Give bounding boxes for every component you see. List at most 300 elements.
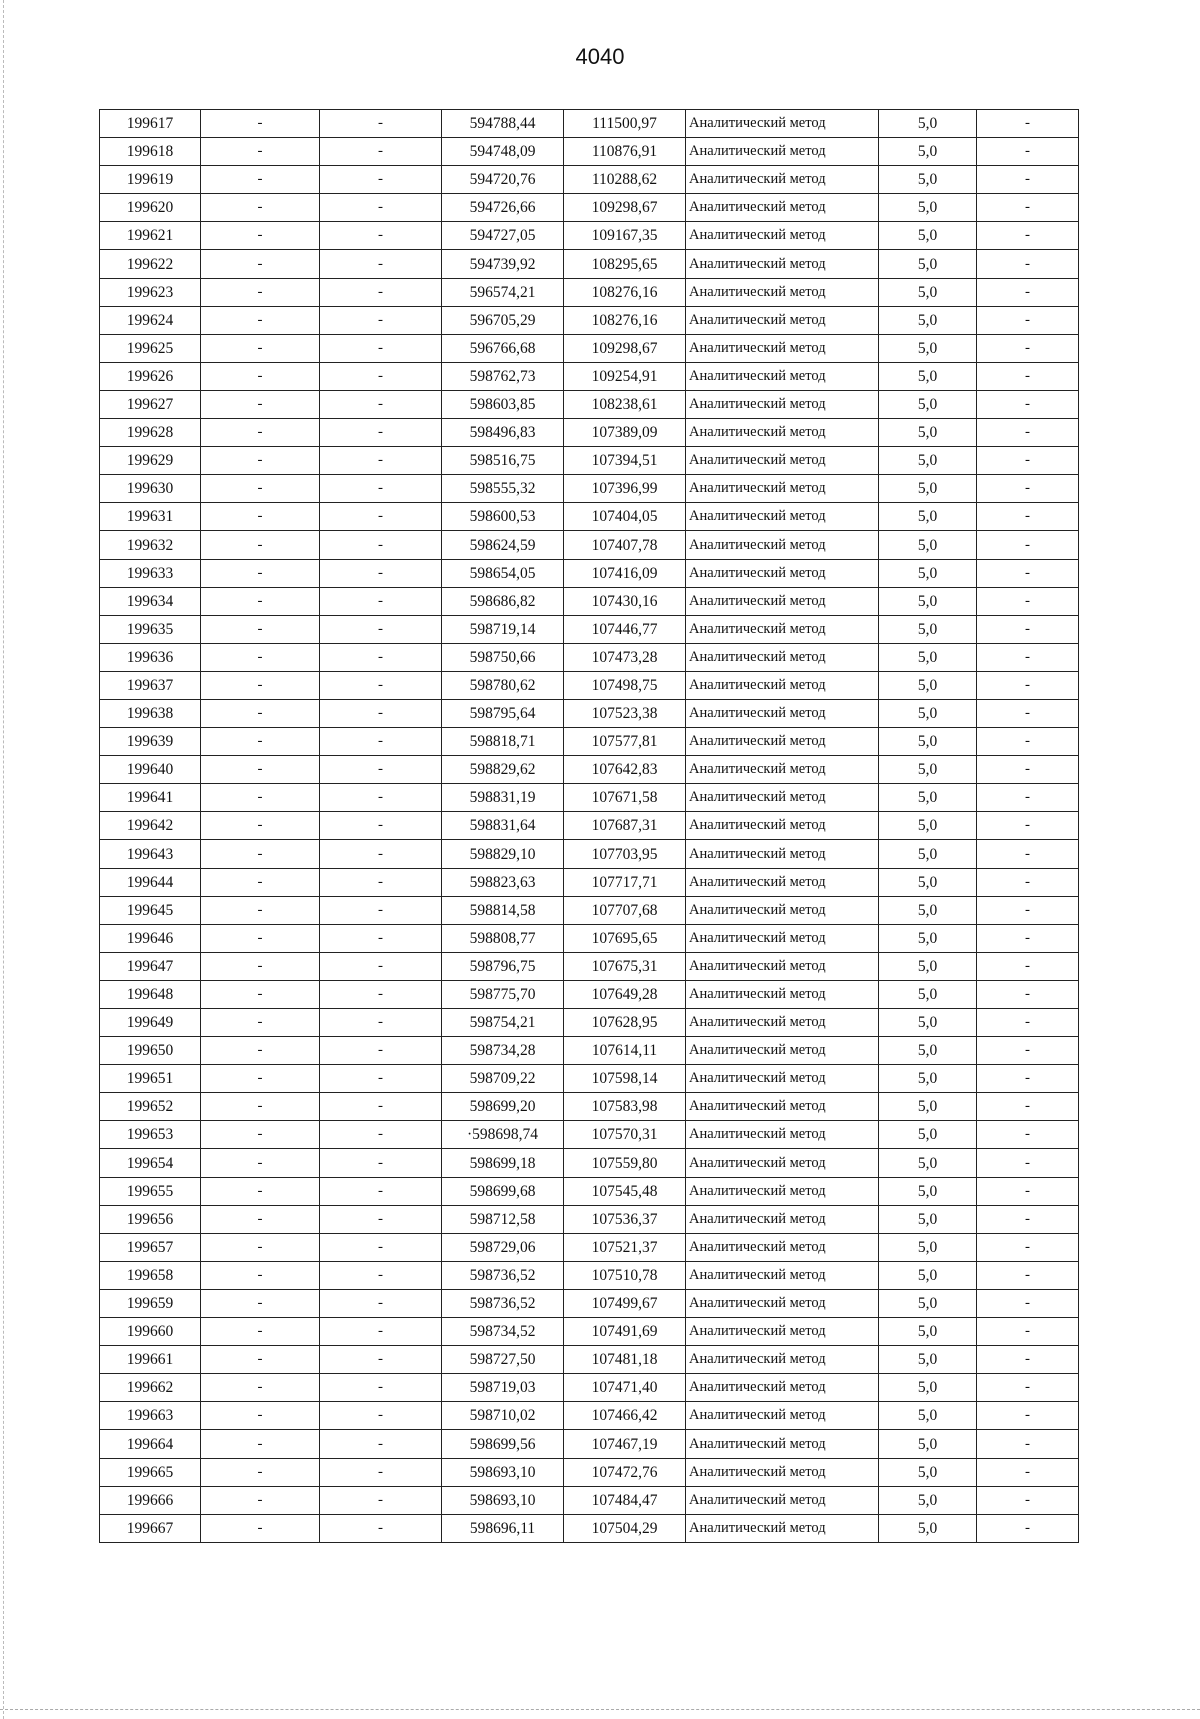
y-coordinate-cell: 107598,14 [564, 1065, 686, 1093]
empty-column-3-cell: - [320, 531, 442, 559]
empty-column-3-cell: - [320, 980, 442, 1008]
point-id-cell: 199662 [100, 1374, 201, 1402]
table-row [100, 784, 1079, 812]
empty-column-3-cell: - [320, 419, 442, 447]
x-coordinate-cell: 598712,58 [442, 1205, 564, 1233]
x-coordinate-cell: 598496,83 [442, 419, 564, 447]
y-coordinate-cell: 107473,28 [564, 643, 686, 671]
empty-column-2-cell: - [201, 1037, 320, 1065]
accuracy-cell: 5,0 [879, 1402, 977, 1430]
empty-column-8-cell: - [977, 1065, 1079, 1093]
table-row [100, 812, 1079, 840]
accuracy-cell: 5,0 [879, 362, 977, 390]
point-id-cell: 199667 [100, 1514, 201, 1542]
empty-column-2-cell: - [201, 1233, 320, 1261]
point-id-cell: 199640 [100, 756, 201, 784]
coordinates-table-container [99, 109, 1079, 1543]
x-coordinate-cell: 598624,59 [442, 531, 564, 559]
method-cell: Аналитический метод [686, 615, 879, 643]
y-coordinate-cell: 107491,69 [564, 1318, 686, 1346]
empty-column-8-cell: - [977, 1346, 1079, 1374]
table-row [100, 334, 1079, 362]
table-row [100, 868, 1079, 896]
accuracy-cell: 5,0 [879, 334, 977, 362]
point-id-cell: 199633 [100, 559, 201, 587]
x-coordinate-cell: 598693,10 [442, 1458, 564, 1486]
point-id-cell: 199659 [100, 1289, 201, 1317]
y-coordinate-cell: 109298,67 [564, 194, 686, 222]
empty-column-3-cell: - [320, 1177, 442, 1205]
point-id-cell: 199636 [100, 643, 201, 671]
accuracy-cell: 5,0 [879, 699, 977, 727]
point-id-cell: 199637 [100, 671, 201, 699]
empty-column-3-cell: - [320, 166, 442, 194]
y-coordinate-cell: 107389,09 [564, 419, 686, 447]
y-coordinate-cell: 108276,16 [564, 306, 686, 334]
point-id-cell: 199621 [100, 222, 201, 250]
table-row [100, 559, 1079, 587]
empty-column-3-cell: - [320, 1514, 442, 1542]
point-id-cell: 199623 [100, 278, 201, 306]
accuracy-cell: 5,0 [879, 1318, 977, 1346]
x-coordinate-cell: 594788,44 [442, 110, 564, 138]
x-coordinate-cell: 598818,71 [442, 728, 564, 756]
x-coordinate-cell: 594739,92 [442, 250, 564, 278]
empty-column-8-cell: - [977, 615, 1079, 643]
x-coordinate-cell: 598600,53 [442, 503, 564, 531]
method-cell: Аналитический метод [686, 1233, 879, 1261]
accuracy-cell: 5,0 [879, 868, 977, 896]
accuracy-cell: 5,0 [879, 1346, 977, 1374]
empty-column-8-cell: - [977, 1205, 1079, 1233]
x-coordinate-cell: 598808,77 [442, 924, 564, 952]
method-cell: Аналитический метод [686, 1065, 879, 1093]
method-cell: Аналитический метод [686, 503, 879, 531]
method-cell: Аналитический метод [686, 1009, 879, 1037]
y-coordinate-cell: 107471,40 [564, 1374, 686, 1402]
table-row [100, 1009, 1079, 1037]
empty-column-3-cell: - [320, 110, 442, 138]
empty-column-3-cell: - [320, 1205, 442, 1233]
method-cell: Аналитический метод [686, 1093, 879, 1121]
x-coordinate-cell: ·598698,74 [442, 1121, 564, 1149]
empty-column-8-cell: - [977, 840, 1079, 868]
y-coordinate-cell: 107695,65 [564, 924, 686, 952]
empty-column-2-cell: - [201, 1514, 320, 1542]
method-cell: Аналитический метод [686, 1205, 879, 1233]
empty-column-8-cell: - [977, 924, 1079, 952]
method-cell: Аналитический метод [686, 1346, 879, 1374]
empty-column-2-cell: - [201, 1458, 320, 1486]
empty-column-3-cell: - [320, 1093, 442, 1121]
y-coordinate-cell: 110288,62 [564, 166, 686, 194]
table-row [100, 1261, 1079, 1289]
accuracy-cell: 5,0 [879, 643, 977, 671]
empty-column-8-cell: - [977, 194, 1079, 222]
point-id-cell: 199648 [100, 980, 201, 1008]
method-cell: Аналитический метод [686, 840, 879, 868]
method-cell: Аналитический метод [686, 222, 879, 250]
y-coordinate-cell: 107628,95 [564, 1009, 686, 1037]
empty-column-2-cell: - [201, 643, 320, 671]
table-row [100, 587, 1079, 615]
y-coordinate-cell: 107394,51 [564, 447, 686, 475]
x-coordinate-cell: 598727,50 [442, 1346, 564, 1374]
accuracy-cell: 5,0 [879, 390, 977, 418]
page-number: 4040 [575, 44, 625, 69]
point-id-cell: 199652 [100, 1093, 201, 1121]
empty-column-2-cell: - [201, 531, 320, 559]
accuracy-cell: 5,0 [879, 1486, 977, 1514]
empty-column-2-cell: - [201, 306, 320, 334]
empty-column-2-cell: - [201, 475, 320, 503]
empty-column-3-cell: - [320, 559, 442, 587]
accuracy-cell: 5,0 [879, 1374, 977, 1402]
point-id-cell: 199650 [100, 1037, 201, 1065]
method-cell: Аналитический метод [686, 643, 879, 671]
table-row [100, 531, 1079, 559]
empty-column-8-cell: - [977, 1458, 1079, 1486]
y-coordinate-cell: 107559,80 [564, 1149, 686, 1177]
table-row [100, 166, 1079, 194]
accuracy-cell: 5,0 [879, 587, 977, 615]
accuracy-cell: 5,0 [879, 1093, 977, 1121]
x-coordinate-cell: 598823,63 [442, 868, 564, 896]
table-row [100, 306, 1079, 334]
accuracy-cell: 5,0 [879, 784, 977, 812]
empty-column-2-cell: - [201, 166, 320, 194]
y-coordinate-cell: 107504,29 [564, 1514, 686, 1542]
x-coordinate-cell: 594726,66 [442, 194, 564, 222]
empty-column-8-cell: - [977, 1514, 1079, 1542]
accuracy-cell: 5,0 [879, 756, 977, 784]
table-row [100, 643, 1079, 671]
empty-column-8-cell: - [977, 250, 1079, 278]
empty-column-3-cell: - [320, 868, 442, 896]
empty-column-3-cell: - [320, 1374, 442, 1402]
point-id-cell: 199626 [100, 362, 201, 390]
accuracy-cell: 5,0 [879, 812, 977, 840]
table-row [100, 699, 1079, 727]
empty-column-2-cell: - [201, 756, 320, 784]
empty-column-3-cell: - [320, 362, 442, 390]
empty-column-2-cell: - [201, 1374, 320, 1402]
table-row [100, 1065, 1079, 1093]
table-row [100, 222, 1079, 250]
accuracy-cell: 5,0 [879, 1009, 977, 1037]
x-coordinate-cell: 598699,68 [442, 1177, 564, 1205]
empty-column-3-cell: - [320, 699, 442, 727]
x-coordinate-cell: 598603,85 [442, 390, 564, 418]
empty-column-2-cell: - [201, 615, 320, 643]
x-coordinate-cell: 598719,03 [442, 1374, 564, 1402]
point-id-cell: 199628 [100, 419, 201, 447]
empty-column-2-cell: - [201, 194, 320, 222]
empty-column-3-cell: - [320, 896, 442, 924]
coordinates-table [99, 109, 1079, 1543]
table-row [100, 756, 1079, 784]
x-coordinate-cell: 598516,75 [442, 447, 564, 475]
empty-column-2-cell: - [201, 138, 320, 166]
accuracy-cell: 5,0 [879, 503, 977, 531]
table-row [100, 1374, 1079, 1402]
method-cell: Аналитический метод [686, 1430, 879, 1458]
y-coordinate-cell: 107521,37 [564, 1233, 686, 1261]
table-row [100, 1346, 1079, 1374]
y-coordinate-cell: 107510,78 [564, 1261, 686, 1289]
empty-column-3-cell: - [320, 812, 442, 840]
point-id-cell: 199651 [100, 1065, 201, 1093]
point-id-cell: 199625 [100, 334, 201, 362]
empty-column-8-cell: - [977, 1233, 1079, 1261]
empty-column-8-cell: - [977, 868, 1079, 896]
point-id-cell: 199643 [100, 840, 201, 868]
method-cell: Аналитический метод [686, 1318, 879, 1346]
accuracy-cell: 5,0 [879, 1514, 977, 1542]
y-coordinate-cell: 107467,19 [564, 1430, 686, 1458]
x-coordinate-cell: 598829,10 [442, 840, 564, 868]
method-cell: Аналитический метод [686, 559, 879, 587]
method-cell: Аналитический метод [686, 1514, 879, 1542]
empty-column-3-cell: - [320, 1289, 442, 1317]
x-coordinate-cell: 598780,62 [442, 671, 564, 699]
y-coordinate-cell: 107545,48 [564, 1177, 686, 1205]
empty-column-3-cell: - [320, 1402, 442, 1430]
table-row [100, 110, 1079, 138]
accuracy-cell: 5,0 [879, 896, 977, 924]
point-id-cell: 199619 [100, 166, 201, 194]
empty-column-3-cell: - [320, 1149, 442, 1177]
x-coordinate-cell: 598750,66 [442, 643, 564, 671]
x-coordinate-cell: 598729,06 [442, 1233, 564, 1261]
point-id-cell: 199617 [100, 110, 201, 138]
x-coordinate-cell: 594720,76 [442, 166, 564, 194]
empty-column-2-cell: - [201, 278, 320, 306]
y-coordinate-cell: 110876,91 [564, 138, 686, 166]
method-cell: Аналитический метод [686, 868, 879, 896]
point-id-cell: 199631 [100, 503, 201, 531]
empty-column-2-cell: - [201, 924, 320, 952]
y-coordinate-cell: 107481,18 [564, 1346, 686, 1374]
accuracy-cell: 5,0 [879, 306, 977, 334]
accuracy-cell: 5,0 [879, 250, 977, 278]
empty-column-2-cell: - [201, 222, 320, 250]
x-coordinate-cell: 598696,11 [442, 1514, 564, 1542]
point-id-cell: 199624 [100, 306, 201, 334]
point-id-cell: 199666 [100, 1486, 201, 1514]
empty-column-3-cell: - [320, 615, 442, 643]
accuracy-cell: 5,0 [879, 110, 977, 138]
x-coordinate-cell: 598709,22 [442, 1065, 564, 1093]
accuracy-cell: 5,0 [879, 952, 977, 980]
x-coordinate-cell: 596574,21 [442, 278, 564, 306]
accuracy-cell: 5,0 [879, 980, 977, 1008]
empty-column-3-cell: - [320, 587, 442, 615]
accuracy-cell: 5,0 [879, 1233, 977, 1261]
empty-column-2-cell: - [201, 896, 320, 924]
method-cell: Аналитический метод [686, 784, 879, 812]
x-coordinate-cell: 594748,09 [442, 138, 564, 166]
x-coordinate-cell: 598699,18 [442, 1149, 564, 1177]
empty-column-3-cell: - [320, 278, 442, 306]
y-coordinate-cell: 109167,35 [564, 222, 686, 250]
table-row [100, 390, 1079, 418]
empty-column-8-cell: - [977, 1037, 1079, 1065]
empty-column-2-cell: - [201, 1430, 320, 1458]
y-coordinate-cell: 109298,67 [564, 334, 686, 362]
y-coordinate-cell: 107703,95 [564, 840, 686, 868]
empty-column-3-cell: - [320, 840, 442, 868]
table-row [100, 896, 1079, 924]
method-cell: Аналитический метод [686, 531, 879, 559]
empty-column-8-cell: - [977, 362, 1079, 390]
point-id-cell: 199664 [100, 1430, 201, 1458]
empty-column-8-cell: - [977, 1093, 1079, 1121]
empty-column-8-cell: - [977, 1009, 1079, 1037]
empty-column-8-cell: - [977, 559, 1079, 587]
empty-column-8-cell: - [977, 587, 1079, 615]
empty-column-3-cell: - [320, 390, 442, 418]
empty-column-8-cell: - [977, 306, 1079, 334]
method-cell: Аналитический метод [686, 699, 879, 727]
method-cell: Аналитический метод [686, 1261, 879, 1289]
table-row [100, 615, 1079, 643]
table-row [100, 980, 1079, 1008]
x-coordinate-cell: 596766,68 [442, 334, 564, 362]
table-row [100, 1233, 1079, 1261]
y-coordinate-cell: 107430,16 [564, 587, 686, 615]
scan-edge-bottom [0, 1709, 1200, 1710]
method-cell: Аналитический метод [686, 1402, 879, 1430]
accuracy-cell: 5,0 [879, 222, 977, 250]
empty-column-2-cell: - [201, 812, 320, 840]
empty-column-8-cell: - [977, 1261, 1079, 1289]
empty-column-2-cell: - [201, 728, 320, 756]
empty-column-2-cell: - [201, 1177, 320, 1205]
y-coordinate-cell: 107671,58 [564, 784, 686, 812]
point-id-cell: 199658 [100, 1261, 201, 1289]
empty-column-2-cell: - [201, 1289, 320, 1317]
accuracy-cell: 5,0 [879, 166, 977, 194]
empty-column-2-cell: - [201, 1346, 320, 1374]
empty-column-3-cell: - [320, 1261, 442, 1289]
table-row [100, 250, 1079, 278]
empty-column-2-cell: - [201, 447, 320, 475]
empty-column-2-cell: - [201, 980, 320, 1008]
x-coordinate-cell: 596705,29 [442, 306, 564, 334]
x-coordinate-cell: 598736,52 [442, 1261, 564, 1289]
empty-column-8-cell: - [977, 756, 1079, 784]
empty-column-2-cell: - [201, 390, 320, 418]
point-id-cell: 199634 [100, 587, 201, 615]
method-cell: Аналитический метод [686, 334, 879, 362]
method-cell: Аналитический метод [686, 587, 879, 615]
accuracy-cell: 5,0 [879, 1177, 977, 1205]
table-row [100, 138, 1079, 166]
method-cell: Аналитический метод [686, 1037, 879, 1065]
point-id-cell: 199657 [100, 1233, 201, 1261]
y-coordinate-cell: 107407,78 [564, 531, 686, 559]
point-id-cell: 199654 [100, 1149, 201, 1177]
empty-column-8-cell: - [977, 166, 1079, 194]
empty-column-3-cell: - [320, 1009, 442, 1037]
empty-column-3-cell: - [320, 1233, 442, 1261]
empty-column-3-cell: - [320, 1065, 442, 1093]
method-cell: Аналитический метод [686, 362, 879, 390]
empty-column-2-cell: - [201, 671, 320, 699]
x-coordinate-cell: 594727,05 [442, 222, 564, 250]
point-id-cell: 199642 [100, 812, 201, 840]
table-row [100, 952, 1079, 980]
y-coordinate-cell: 107498,75 [564, 671, 686, 699]
empty-column-2-cell: - [201, 587, 320, 615]
empty-column-2-cell: - [201, 1261, 320, 1289]
accuracy-cell: 5,0 [879, 447, 977, 475]
x-coordinate-cell: 598775,70 [442, 980, 564, 1008]
x-coordinate-cell: 598762,73 [442, 362, 564, 390]
empty-column-2-cell: - [201, 559, 320, 587]
accuracy-cell: 5,0 [879, 1065, 977, 1093]
table-row [100, 1318, 1079, 1346]
table-row [100, 1121, 1079, 1149]
empty-column-8-cell: - [977, 1121, 1079, 1149]
method-cell: Аналитический метод [686, 306, 879, 334]
empty-column-2-cell: - [201, 840, 320, 868]
table-row [100, 447, 1079, 475]
empty-column-8-cell: - [977, 1374, 1079, 1402]
y-coordinate-cell: 107466,42 [564, 1402, 686, 1430]
y-coordinate-cell: 108238,61 [564, 390, 686, 418]
x-coordinate-cell: 598829,62 [442, 756, 564, 784]
empty-column-3-cell: - [320, 334, 442, 362]
method-cell: Аналитический метод [686, 924, 879, 952]
empty-column-2-cell: - [201, 1121, 320, 1149]
y-coordinate-cell: 107484,47 [564, 1486, 686, 1514]
empty-column-3-cell: - [320, 250, 442, 278]
accuracy-cell: 5,0 [879, 1289, 977, 1317]
empty-column-3-cell: - [320, 728, 442, 756]
accuracy-cell: 5,0 [879, 1430, 977, 1458]
empty-column-8-cell: - [977, 390, 1079, 418]
empty-column-8-cell: - [977, 952, 1079, 980]
empty-column-3-cell: - [320, 1037, 442, 1065]
accuracy-cell: 5,0 [879, 728, 977, 756]
empty-column-3-cell: - [320, 306, 442, 334]
accuracy-cell: 5,0 [879, 138, 977, 166]
accuracy-cell: 5,0 [879, 475, 977, 503]
accuracy-cell: 5,0 [879, 419, 977, 447]
y-coordinate-cell: 107717,71 [564, 868, 686, 896]
empty-column-2-cell: - [201, 868, 320, 896]
y-coordinate-cell: 107577,81 [564, 728, 686, 756]
accuracy-cell: 5,0 [879, 924, 977, 952]
scan-edge-left [3, 0, 4, 1719]
point-id-cell: 199665 [100, 1458, 201, 1486]
empty-column-2-cell: - [201, 1149, 320, 1177]
y-coordinate-cell: 107446,77 [564, 615, 686, 643]
empty-column-2-cell: - [201, 419, 320, 447]
y-coordinate-cell: 107649,28 [564, 980, 686, 1008]
empty-column-8-cell: - [977, 1289, 1079, 1317]
table-row [100, 194, 1079, 222]
y-coordinate-cell: 107396,99 [564, 475, 686, 503]
point-id-cell: 199660 [100, 1318, 201, 1346]
point-id-cell: 199622 [100, 250, 201, 278]
empty-column-8-cell: - [977, 1177, 1079, 1205]
method-cell: Аналитический метод [686, 1149, 879, 1177]
empty-column-3-cell: - [320, 671, 442, 699]
method-cell: Аналитический метод [686, 250, 879, 278]
